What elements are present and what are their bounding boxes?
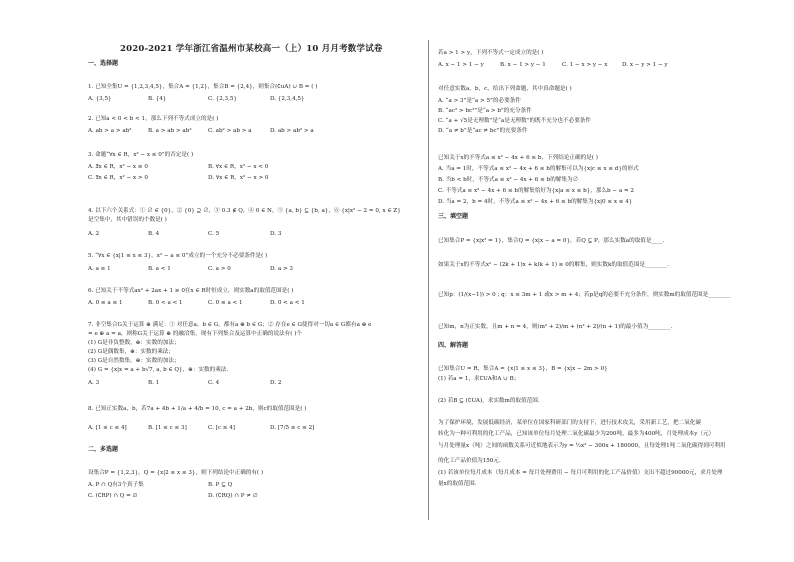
question-11-option-d: D. “a ≠ b”是“ac ≠ bc”的充要条件 bbox=[438, 128, 528, 134]
solve-question-1-part-1: (1) 若a = 1，求∁UA和A ∪ B； bbox=[438, 376, 520, 382]
option-c: C. ab² > ab > a bbox=[208, 128, 252, 134]
solve-question-2-line-2: 转化为一种可利用的化工产品，已知该单位每月处理二氧化碳最少为200吨，最多为400吨，月处理成本y（元） bbox=[438, 431, 715, 437]
option-d: D. x − y > 1 − y bbox=[622, 62, 668, 68]
option-b: B. [1 ≤ c ≤ 3] bbox=[148, 425, 187, 431]
option-c: C. (∁RP) ∩ Q = ∅ bbox=[88, 493, 138, 499]
option-d: D. ab > ab² > a bbox=[270, 128, 314, 134]
question-12-option-d: D. 当a = 2，b = 4时，不等式a ≤ x² − 4x + 6 ≤ b的解集为{x|0 ≤ x ≤ 4} bbox=[438, 199, 633, 205]
option-c: C. a > 0 bbox=[208, 266, 231, 272]
option-a: A. P ∩ Q有3个真子集 bbox=[88, 482, 144, 488]
option-c: C. {2,3,5} bbox=[208, 96, 237, 102]
exam-title: 2020-2021 学年浙江省温州市某校高一（上）10 月月考数学试卷 bbox=[120, 44, 383, 54]
option-b: B. ∀x ∈ R，x² − x < 0 bbox=[208, 164, 269, 170]
option-b: B. x − 1 > y − 1 bbox=[500, 62, 546, 68]
option-a: A. 0 ≤ a ≤ 1 bbox=[88, 300, 123, 306]
option-a: A. 2 bbox=[88, 231, 100, 237]
solve-question-2-line-1: 为了保护环境，发展低碳经济，某单位在国家科研部门的支持下，进行技术攻关，采用新工艺，把二氧化碳 bbox=[438, 420, 701, 426]
question-12: 已知关于x的不等式a ≤ x² − 4x + 6 ≤ b，下列结论正确的是( ) bbox=[438, 155, 598, 161]
fill-question-3: 已知p：(1/(x−1)) > 0 ; q：x ≤ 3m + 1 或x > m + 4；若p是q的必要不充分条件，则实数m的取值范围是________ bbox=[438, 292, 731, 298]
option-b: B. 1 bbox=[148, 380, 160, 386]
solve-question-2-line-4: 的化工产品价值为150元. bbox=[438, 458, 501, 464]
option-d: D. 2 bbox=[270, 380, 282, 386]
question-4-cont: 是空集中，其中错误的个数是( ) bbox=[88, 217, 167, 223]
question-9: 设集合P = {1,2,3}，Q = {x|2 ≤ x ≤ 3}，则下列结论中正确的有( ) bbox=[88, 470, 264, 476]
option-d: D. ∀x ∈ R，x² − x > 0 bbox=[208, 175, 269, 181]
section-heading-choice: 一、选择题 bbox=[88, 60, 119, 67]
fill-question-2: 如果关于x的不等式x² − (2k + 1)x + k(k + 1) ≥ 0的解集，则实数k的取值范围是________. bbox=[438, 262, 670, 268]
question-8: 8. 已知正实数a，b，若7a + 4b + 1/a + 4/b = 10, c = a + 2b，则c的取值范围是( ) bbox=[88, 406, 307, 412]
solve-question-1-part-2: (2) 若B ⊆ (∁UA)，求实数m的取值范围. bbox=[438, 398, 540, 404]
question-7: 7. 非空集合G关于运算 ⊕ 满足：① 对任意a，b ∈ G，都有a ⊕ b ∈ G；② 存在e ∈ G使得对一切a ∈ G都有a ⊕ e bbox=[88, 322, 372, 328]
option-a: A. {3,5} bbox=[88, 96, 112, 102]
option-b: B. a < 1 bbox=[148, 266, 171, 272]
question-7-item-4: (4) G = {x|x = a + b√7, a, b ∈ Q}，⊕：实数的乘法. bbox=[88, 367, 229, 373]
solve-question-2-line-3: 与月处理量x（吨）之间的函数关系可近似地表示为y = ½x² − 300x + 180000，且每处理1吨二氧化碳得到可利用 bbox=[438, 443, 726, 449]
question-12-option-c: C. 不等式a ≤ x² − 4x + 6 ≤ b的解集恰好为{x|a ≤ x ≤ b}，那么b − a = 2 bbox=[438, 188, 634, 194]
question-6: 6. 已知关于不等式ax² + 2ax + 1 ≥ 0在x ∈ R时恒成立，则实数a的取值范围是( ) bbox=[88, 288, 294, 294]
question-12-option-b: B. 当b < b时，不等式a ≤ x² − 4x + 6 ≤ b的解集为∅ bbox=[438, 177, 579, 183]
solve-question-1: 已知集合U = R，集合A = {x|1 ≤ x ≤ 3}，B = {x|x − 2m > 0} bbox=[438, 366, 608, 372]
option-b: B. a > ab > ab² bbox=[148, 128, 192, 134]
option-a: A. [1 ≤ c ≤ 4] bbox=[88, 425, 127, 431]
question-7-cont: = e ⊕ a = a，则称G关于运算 ⊕ 的融洽集，现有下列集合及运算中正确的说法有( )个 bbox=[88, 331, 303, 337]
question-2: 2. 已知a < 0 < b < 1，那么下列不等式成立的是( ) bbox=[88, 116, 219, 122]
option-b: B. P ⊆ Q bbox=[208, 482, 233, 488]
question-7-item-3: (3) G是自然数集，⊕：实数的加法； bbox=[88, 358, 180, 364]
option-d: D. (∁RQ) ∩ P ≠ ∅ bbox=[208, 493, 258, 499]
section-heading-multi: 二、多选题 bbox=[88, 446, 119, 453]
question-5: 5. “∀x ∈ {x|1 ≤ x ≤ 3}，x² − a ≤ 0”成立的一个充分不必要条件是( ) bbox=[88, 253, 268, 259]
option-c: C. 4 bbox=[208, 380, 220, 386]
option-c: C. 0 ≤ a < 1 bbox=[208, 300, 243, 306]
question-11-option-c: C. “a + √5是无理数”是“a是无理数”的既不充分也不必要条件 bbox=[438, 118, 591, 124]
question-7-item-2: (2) G是偶数集，⊕：实数的乘法； bbox=[88, 349, 174, 355]
option-d: D. a > 3 bbox=[270, 266, 293, 272]
question-12-option-a: A. 当a = 1时，不等式a ≤ x² − 4x + 6 ≤ b的解集可以为{x|c ≤ x ≤ d}的形式 bbox=[438, 166, 639, 172]
column-divider bbox=[428, 40, 429, 520]
option-d: D. 0 < a < 1 bbox=[270, 300, 305, 306]
option-a: A. ab > a > ab² bbox=[88, 128, 132, 134]
question-11-option-b: B. “ac² > bc²”是“a > b”的充分条件 bbox=[438, 108, 532, 114]
question-11-option-a: A. “a > 3”是“a > 5”的必要条件 bbox=[438, 98, 521, 104]
option-c: C. 1 − x > y − x bbox=[562, 62, 608, 68]
option-d: D. {2,3,4,5} bbox=[270, 96, 305, 102]
option-a: A. 3 bbox=[88, 380, 100, 386]
section-heading-solve: 四、解答题 bbox=[438, 342, 469, 349]
option-c: C. [c ≤ 4] bbox=[208, 425, 235, 431]
question-11: 对任意实数a，b，c，给出下列命题，其中真命题是( ) bbox=[438, 86, 572, 92]
option-c: C. ∃x ∈ R，x² − x > 0 bbox=[88, 175, 148, 181]
option-b: B. 4 bbox=[148, 231, 160, 237]
question-4: 4. 以下六个关系式：① ∅ ∈ {0}，② {0} ⊇ ∅，③ 0.3 ∉ Q，④ 0 ∈ N，⑤ {a, b} ⊆ {b, a}，⑥ {x|x² − 2 = 0, x ∈ Z} bbox=[88, 208, 401, 214]
section-heading-fill: 三、填空题 bbox=[438, 213, 469, 220]
option-d: D. 3 bbox=[270, 231, 282, 237]
solve-question-2-part-1: (1) 若该单位每月成本（每月成本 = 每月处理费用 − 每月可利用的化工产品价值）支出不超过90000元，求月处理 bbox=[438, 470, 723, 476]
question-10: 若a > 1 > y，下列不等式一定成立的是( ) bbox=[438, 50, 544, 56]
option-a: A. ∃x ∈ R，x² − x ≥ 0 bbox=[88, 164, 148, 170]
option-c: C. 5 bbox=[208, 231, 220, 237]
solve-question-2-part-1-cont: 量x的取值范围. bbox=[438, 481, 477, 487]
option-b: B. {4} bbox=[148, 96, 167, 102]
question-3: 3. 命题“∀x ∈ R，x² − x ≤ 0”的否定是( ) bbox=[88, 152, 194, 158]
option-b: B. 0 < a < 1 bbox=[148, 300, 183, 306]
option-a: A. x − 1 > 1 − y bbox=[438, 62, 484, 68]
question-7-item-1: (1) G是非负整数，⊕：实数的加法； bbox=[88, 340, 180, 346]
fill-question-4: 已知m，n为正实数，且m + n = 4，则(m² + 2)/m + (n² + 2)/(n + 1)的最小值为________. bbox=[438, 324, 673, 330]
question-1: 1. 已知全集U = {1,2,3,4,5}，集合A = {1,2}，集合B = {2,4}，则集合(∁uA) ∪ B = ( ) bbox=[88, 84, 318, 90]
option-a: A. a ≥ 1 bbox=[88, 266, 111, 272]
option-d: D. [7/5 ≤ c ≤ 2] bbox=[270, 425, 315, 431]
fill-question-1: 已知集合P = {x|x² = 1}，集合Q = {x|x − a = 0}，若Q ⊆ P，那么实数a的取值是____. bbox=[438, 238, 665, 244]
